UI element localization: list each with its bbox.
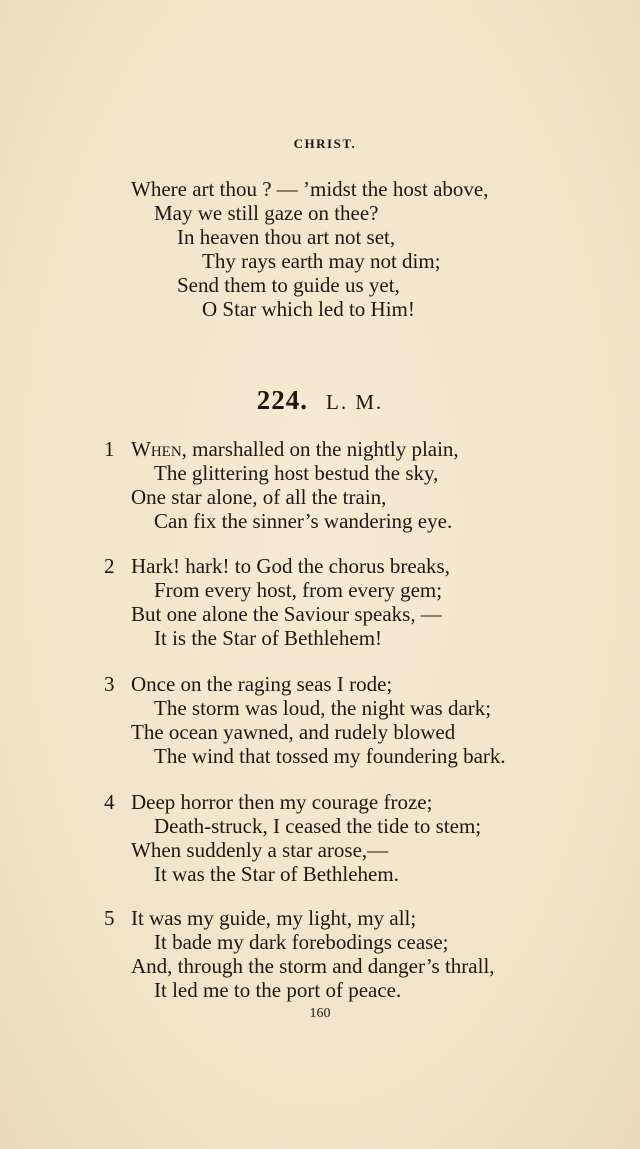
verse-line: The ocean yawned, and rudely blowed	[131, 720, 456, 744]
verse-line: O Star which led to Him!	[202, 297, 415, 321]
verse-line: It led me to the port of peace.	[154, 978, 402, 1002]
verse-line: It bade my dark forebodings cease;	[154, 930, 449, 954]
verse-line: And, through the storm and danger’s thrall,	[131, 954, 495, 978]
verse-line: The wind that tossed my foundering bark.	[154, 744, 506, 768]
page-number: 160	[309, 1006, 331, 1021]
verse-line: But one alone the Saviour speaks, —	[131, 602, 442, 626]
verse-line: One star alone, of all the train,	[131, 485, 387, 509]
verse-line-first	[131, 437, 459, 461]
verse-line: Send them to guide us yet,	[177, 273, 400, 297]
hymn-heading	[0, 385, 640, 416]
verse-line: In heaven thou art not set,	[177, 225, 396, 249]
stanza-number: 2	[104, 554, 115, 578]
first-line-rest: marshalled on the nightly plain,	[186, 437, 459, 461]
hymn-number: 224.	[256, 385, 308, 415]
verse-line: May we still gaze on thee?	[154, 201, 379, 225]
verse-line: Thy rays earth may not dim;	[202, 249, 441, 273]
stanza-number: 1	[104, 437, 115, 461]
verse-line: It was my guide, my light, my all;	[131, 906, 417, 930]
hymn-meter: L. M.	[326, 390, 384, 414]
stanza-number: 5	[104, 906, 115, 930]
verse-line: The storm was loud, the night was dark;	[154, 696, 492, 720]
verse-line: It is the Star of Bethlehem!	[154, 626, 383, 650]
stanza-number: 3	[104, 672, 115, 696]
running-head: CHRIST.	[293, 136, 357, 151]
verse-line: Can fix the sinner’s wandering eye.	[154, 509, 453, 533]
first-word: When,	[131, 437, 187, 461]
stanza-number: 4	[104, 790, 115, 814]
verse-line: Once on the raging seas I rode;	[131, 672, 393, 696]
verse-line: Hark! hark! to God the chorus breaks,	[131, 554, 450, 578]
verse-line: Deep horror then my courage froze;	[131, 790, 433, 814]
verse-line: Death-struck, I ceased the tide to stem;	[154, 814, 482, 838]
verse-line: Where art thou ? — ’midst the host above,	[131, 177, 489, 201]
verse-line: The glittering host bestud the sky,	[154, 461, 439, 485]
verse-line: It was the Star of Bethlehem.	[154, 862, 399, 886]
verse-line: When suddenly a star arose,—	[131, 838, 389, 862]
verse-line: From every host, from every gem;	[154, 578, 443, 602]
